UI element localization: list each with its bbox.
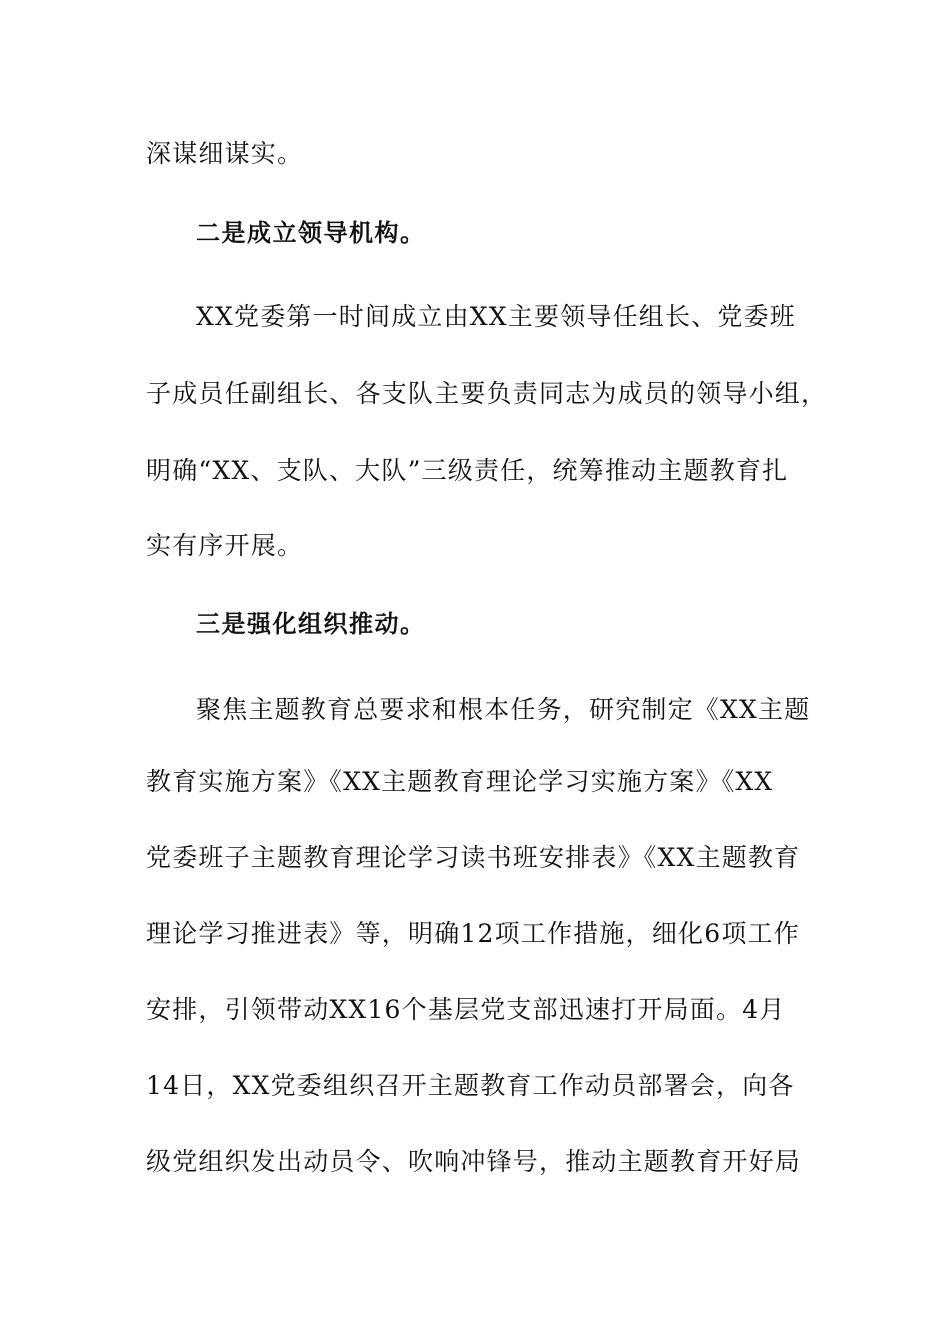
- section-heading: 三是强化组织推动。: [196, 609, 426, 638]
- paragraph-line: 党委班子主题教育理论学习读书班安排表》《XX主题教育: [146, 843, 801, 872]
- paragraph-line: 理论学习推进表》等，明确12项工作措施，细化6项工作: [146, 919, 800, 948]
- paragraph-line: 聚焦主题教育总要求和根本任务，研究制定《XX主题: [196, 695, 811, 724]
- paragraph-line: 级党组织发出动员令、吹响冲锋号，推动主题教育开好局: [146, 1147, 802, 1176]
- paragraph-line: 14日，XX党委组织召开主题教育工作动员部署会，向各: [146, 1071, 795, 1100]
- paragraph-line: 教育实施方案》《XX主题教育理论学习实施方案》《XX: [146, 767, 774, 796]
- paragraph-line: 明确“XX、支队、大队”三级责任，统筹推动主题教育扎: [146, 456, 789, 485]
- paragraph-line: 深谋细谋实。: [146, 139, 304, 168]
- paragraph-line: 安排，引领带动XX16个基层党支部迅速打开局面。4月: [146, 995, 786, 1024]
- paragraph-line: 实有序开展。: [146, 531, 304, 560]
- section-heading: 二是成立领导机构。: [196, 218, 426, 247]
- paragraph-line: 子成员任副组长、各支队主要负责同志为成员的领导小组，: [146, 379, 828, 408]
- paragraph-line: XX党委第一时间成立由XX主要领导任组长、党委班: [196, 302, 796, 331]
